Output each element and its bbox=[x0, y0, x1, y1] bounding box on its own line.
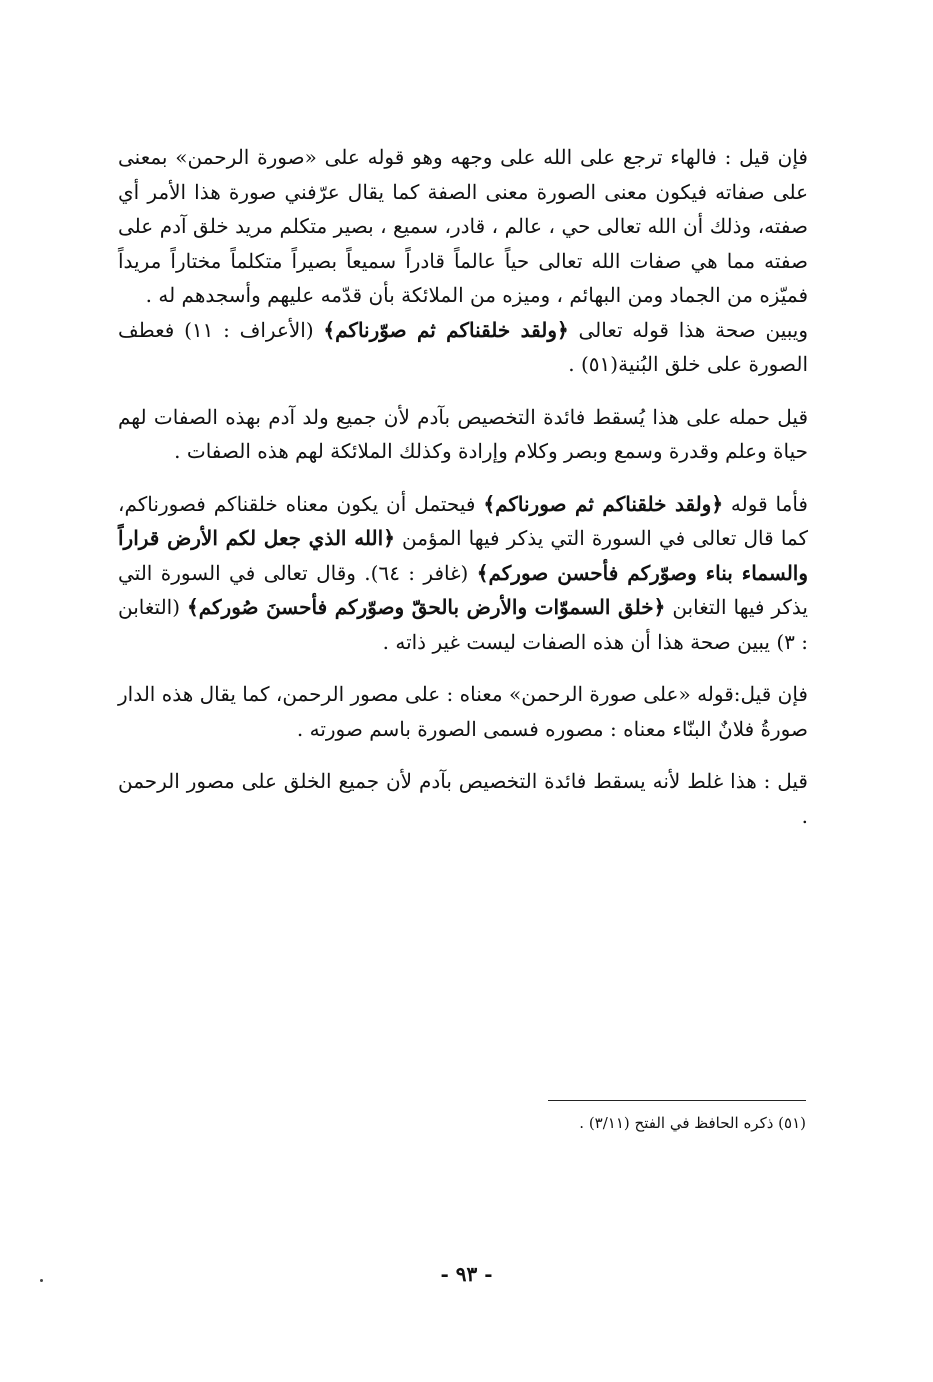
paragraph-4-text-b: فيحتمل أن يكون معناه خلقناكم فصورناكم، كما قال تعالى في السورة التي يذكر فيها المؤمن bbox=[118, 491, 808, 550]
paragraph-5 bbox=[118, 677, 808, 746]
paragraph-4-text-d: (التغابن : ٣) يبين صحة هذا أن هذه الصفات ليست غير ذاته . bbox=[118, 595, 808, 654]
quran-verse: ﴿ولقد خلقناكم ثم صورناكم﴾ bbox=[483, 491, 724, 516]
paragraph-4 bbox=[118, 487, 808, 660]
paragraph-2 bbox=[118, 313, 808, 382]
footnote-mark: (٥١) bbox=[580, 352, 619, 376]
paragraph-5-text: فإن قيل:قوله «على صورة الرحمن» معناه : على مصور الرحمن، كما يقال هذه الدار صورةُ فلانٌ البنّاء معناه : مصوره فسمى الصورة باسم صورته . bbox=[118, 682, 808, 741]
paragraph-4-text-a: فأما قوله bbox=[723, 491, 808, 516]
quran-verse: ﴿خلق السموّات والأرض بالحقّ وصوّركم فأحسنَ صُوركم﴾ bbox=[186, 595, 666, 619]
paragraph-3 bbox=[118, 400, 808, 469]
paragraph-2-text-c: . bbox=[568, 352, 581, 376]
paragraph-3-text: قيل حمله على هذا يُسقط فائدة التخصيص بآدم لأن جميع ولد آدم بهذه الصفات لهم حياة وعلم وقدرة وسمع وبصر وكلام وإرادة وكذلك الملائكة لهم هذه الصفات . bbox=[118, 404, 808, 463]
quran-verse: ﴿ولقد خلقناكم ثم صوّرناكم﴾ bbox=[323, 317, 569, 342]
paragraph-1-text: فإن قيل : فالهاء ترجع على الله على وجهه وهو قوله على «صورة الرحمن» بمعنى على صفاته فيكون معنى الصورة معنى الصفة كما يقال عرّفني صورة هذا الأمر أي صفته، وذلك أن الله تعالى حي ، عالم ، قادر، سميع ، بصير متكلم مريد خلق آدم على صفته مما هي صفات الله تعالى حياً عالماً قادراً سميعاً بصيراً متكلماً مختاراً مريداً فميّزه من الجماد ومن البهائم ، وميزه من الملائكة بأن قدّمه عليهم وأسجدهم له . bbox=[118, 145, 809, 307]
paragraph-2-text-a: ويبين صحة هذا قوله تعالى bbox=[568, 317, 808, 342]
scan-speck bbox=[40, 1279, 43, 1282]
paragraph-4-text-c: (غافر : ٦٤). وقال تعالى في السورة التي يذكر فيها التغابن bbox=[118, 560, 808, 619]
footnote-divider bbox=[548, 1100, 806, 1101]
footnote: (٥١) ذكره الحافظ في الفتح (٣/١١) . bbox=[579, 1114, 806, 1132]
page-number: - ٩٣ - bbox=[440, 1262, 493, 1286]
paragraph-2-text-b: (الأعراف : ١١) فعطف الصورة على خلق البُنية bbox=[118, 317, 808, 376]
paragraph-1 bbox=[118, 140, 808, 313]
paragraph-6 bbox=[118, 764, 808, 833]
quran-verse: ﴿الله الذي جعل لكم الأرض قراراً والسماء بناء وصوّركم فأحسن صوركم﴾ bbox=[118, 526, 808, 585]
paragraph-6-text: قيل : هذا غلط لأنه يسقط فائدة التخصيص بآدم لأن جميع الخلق على مصور الرحمن . bbox=[118, 769, 808, 828]
main-text bbox=[118, 140, 808, 833]
